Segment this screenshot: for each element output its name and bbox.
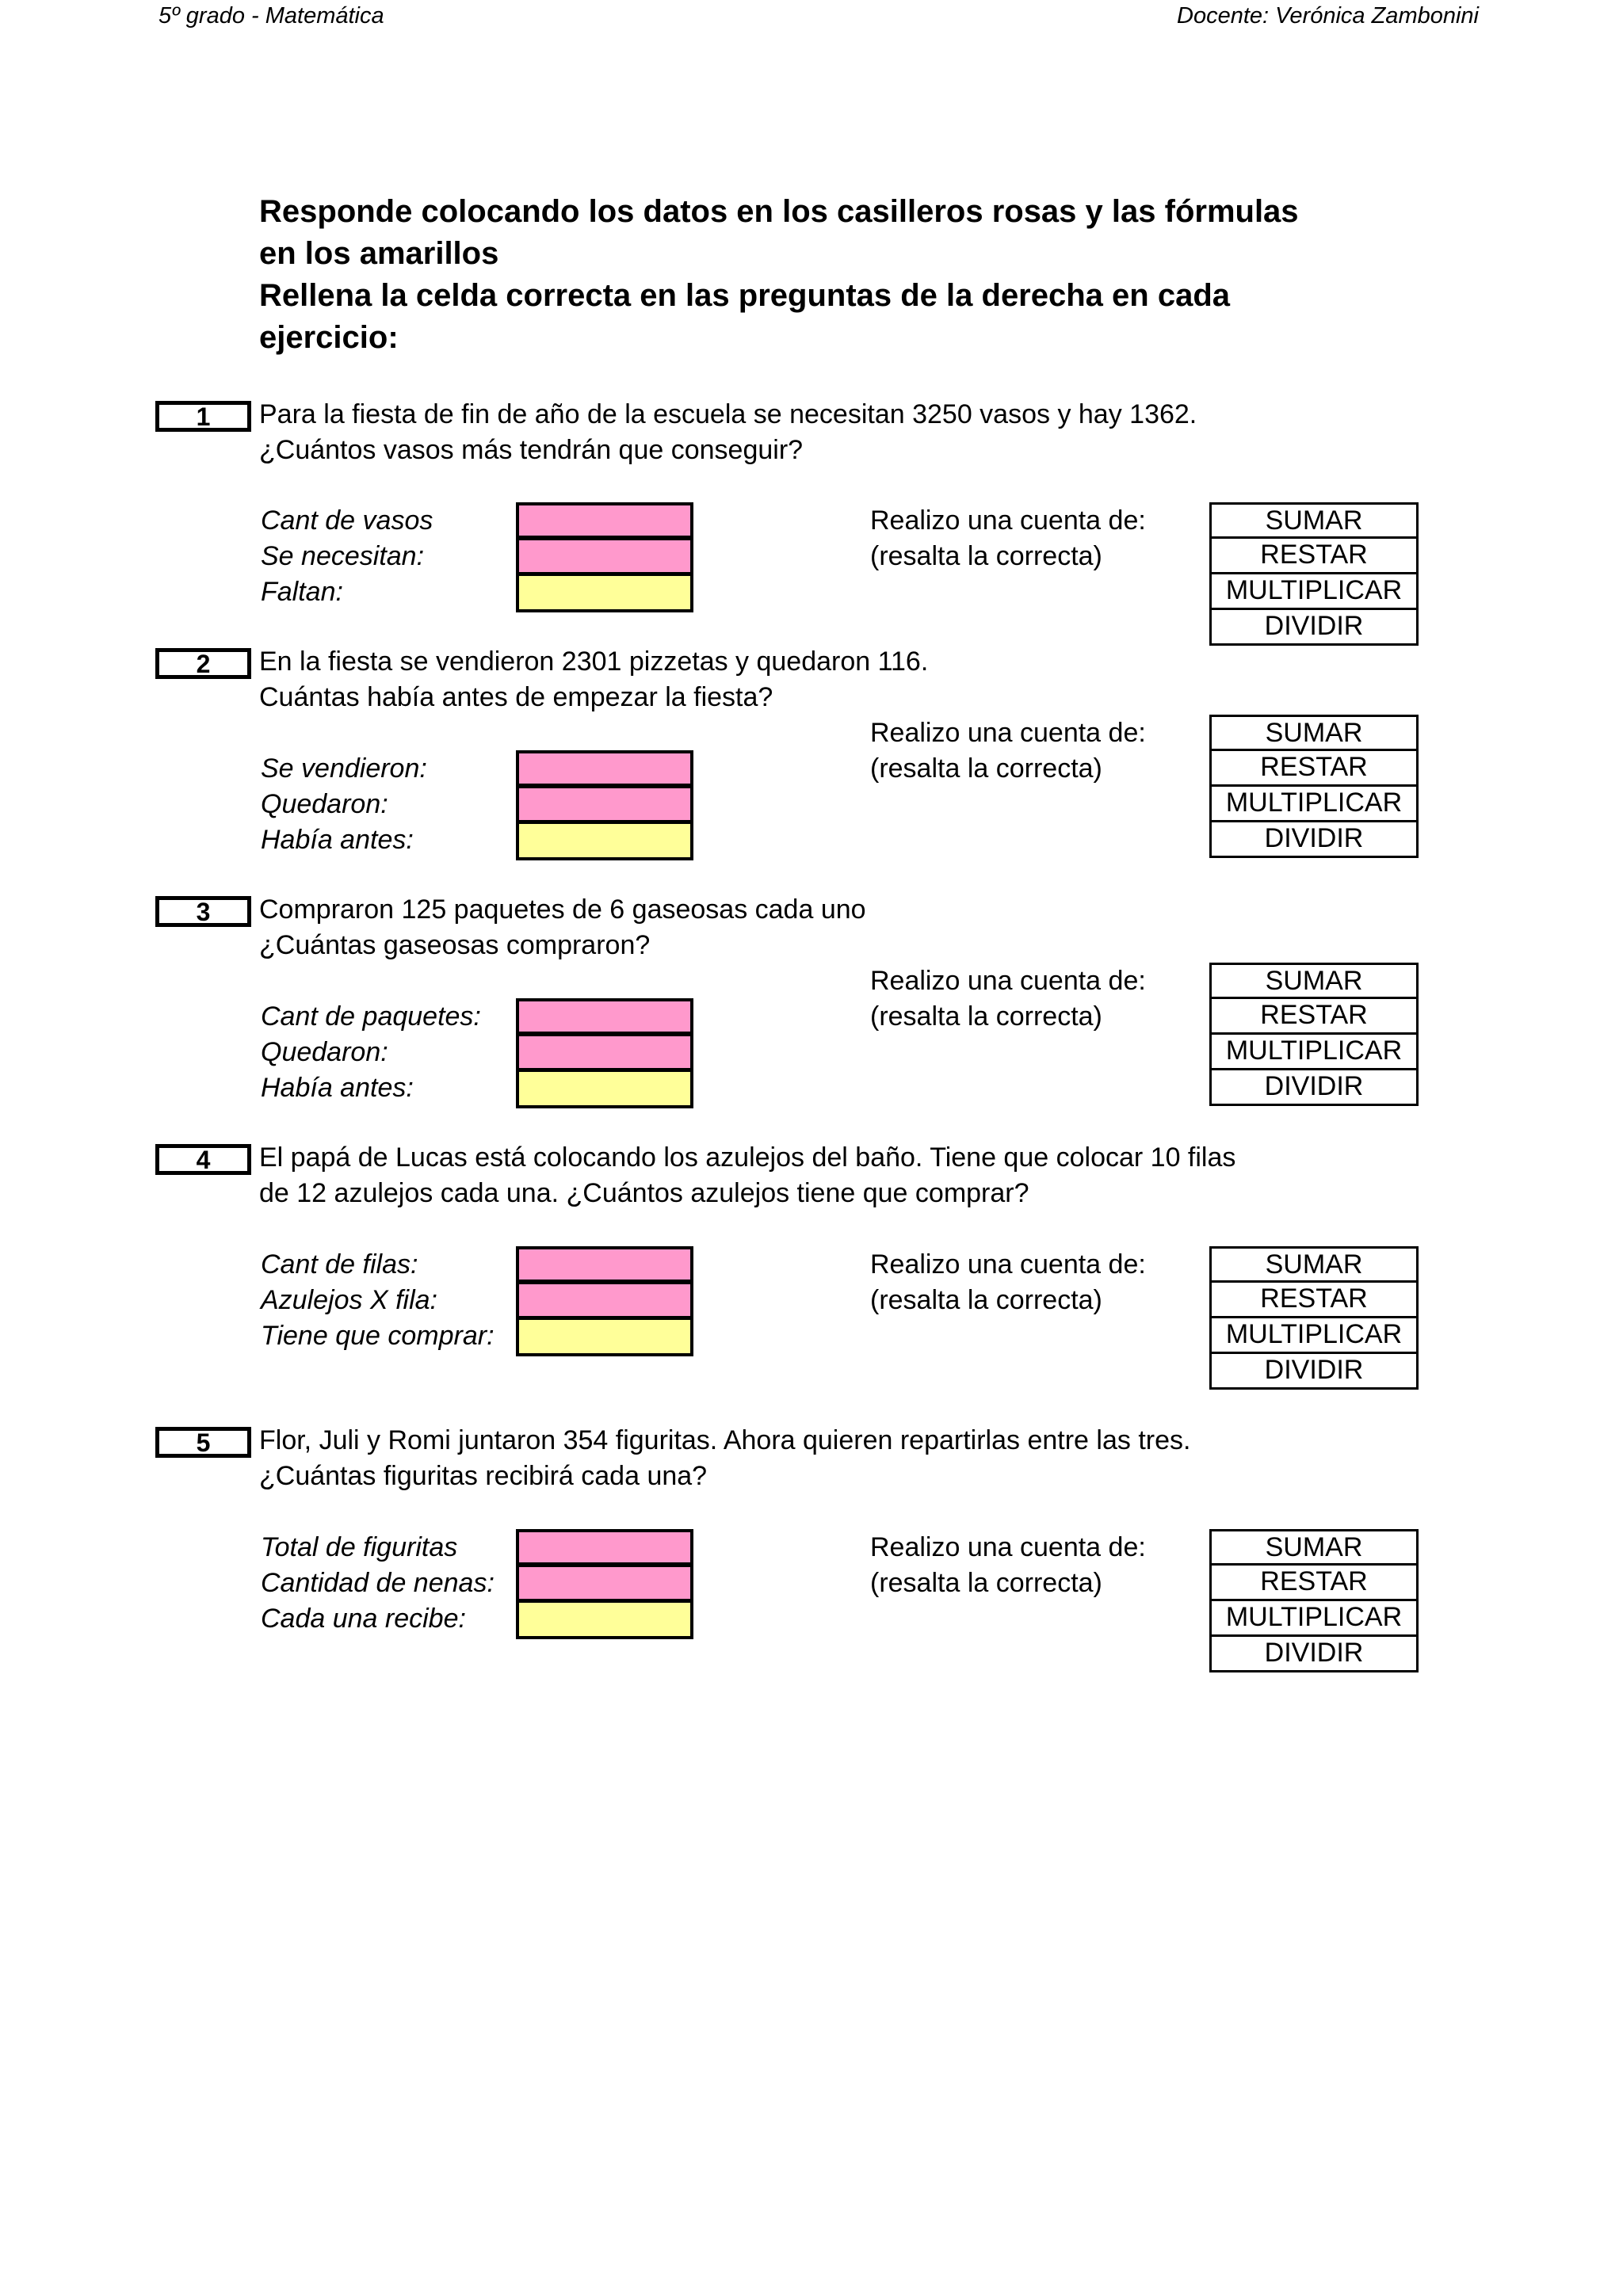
- data-label: Cant de vasos: [261, 505, 433, 536]
- option-restar[interactable]: RESTAR: [1209, 751, 1419, 787]
- exercise-number: 5: [155, 1427, 251, 1458]
- input-cell-pink[interactable]: [516, 1283, 693, 1319]
- input-cell-pink[interactable]: [516, 750, 693, 787]
- exercise-number: 4: [155, 1144, 251, 1175]
- option-sumar[interactable]: SUMAR: [1209, 502, 1419, 539]
- option-restar[interactable]: RESTAR: [1209, 999, 1419, 1035]
- data-label: Azulejos X fila:: [261, 1285, 437, 1315]
- exercise-text: ¿Cuántos vasos más tendrán que conseguir?: [259, 435, 804, 465]
- instruction-line: en los amarillos: [259, 236, 499, 271]
- question-prompt: Realizo una cuenta de:: [870, 1532, 1146, 1562]
- input-cell-pink[interactable]: [516, 1529, 693, 1566]
- exercise-text: ¿Cuántas gaseosas compraron?: [259, 930, 651, 960]
- option-dividir[interactable]: DIVIDIR: [1209, 1354, 1419, 1390]
- option-restar[interactable]: RESTAR: [1209, 539, 1419, 574]
- question-prompt: Realizo una cuenta de:: [870, 966, 1146, 996]
- exercise-number: 1: [155, 401, 251, 432]
- option-dividir[interactable]: DIVIDIR: [1209, 822, 1419, 858]
- formula-cell-yellow[interactable]: [516, 1601, 693, 1639]
- data-label: Se necesitan:: [261, 541, 425, 571]
- option-restar[interactable]: RESTAR: [1209, 1566, 1419, 1601]
- question-hint: (resalta la correcta): [870, 1568, 1102, 1598]
- header-teacher: Docente: Verónica Zambonini: [1177, 3, 1479, 29]
- option-multiplicar[interactable]: MULTIPLICAR: [1209, 1601, 1419, 1637]
- exercise-text: Compraron 125 paquetes de 6 gaseosas cada uno: [259, 894, 866, 925]
- data-label: Cant de filas:: [261, 1249, 418, 1280]
- formula-cell-yellow[interactable]: [516, 822, 693, 860]
- input-cell-pink[interactable]: [516, 787, 693, 823]
- exercise-text: Cuántas había antes de empezar la fiesta?: [259, 682, 773, 712]
- data-label: Cada una recibe:: [261, 1604, 466, 1634]
- question-hint: (resalta la correcta): [870, 541, 1102, 571]
- option-dividir[interactable]: DIVIDIR: [1209, 1070, 1419, 1106]
- option-multiplicar[interactable]: MULTIPLICAR: [1209, 1318, 1419, 1354]
- header-grade-subject: 5º grado - Matemática: [158, 3, 384, 29]
- data-label: Quedaron:: [261, 1037, 388, 1067]
- data-label: Faltan:: [261, 577, 343, 607]
- exercise-text: de 12 azulejos cada una. ¿Cuántos azulejos tiene que comprar?: [259, 1178, 1029, 1208]
- option-sumar[interactable]: SUMAR: [1209, 1246, 1419, 1283]
- option-sumar[interactable]: SUMAR: [1209, 963, 1419, 999]
- data-label: Había antes:: [261, 1073, 414, 1103]
- input-cell-pink[interactable]: [516, 502, 693, 539]
- option-restar[interactable]: RESTAR: [1209, 1283, 1419, 1318]
- instructions: [259, 191, 1392, 359]
- option-dividir[interactable]: DIVIDIR: [1209, 610, 1419, 646]
- question-prompt: Realizo una cuenta de:: [870, 1249, 1146, 1280]
- data-label: Quedaron:: [261, 789, 388, 819]
- data-label: Cantidad de nenas:: [261, 1568, 495, 1598]
- data-label: Cant de paquetes:: [261, 1001, 481, 1032]
- option-dividir[interactable]: DIVIDIR: [1209, 1637, 1419, 1672]
- exercise-text: En la fiesta se vendieron 2301 pizzetas y quedaron 116.: [259, 646, 929, 677]
- instruction-line: Rellena la celda correcta en las preguntas de la derecha en cada: [259, 278, 1230, 313]
- exercise-text: Flor, Juli y Romi juntaron 354 figuritas. Ahora quieren repartirlas entre las tres.: [259, 1425, 1191, 1455]
- question-prompt: Realizo una cuenta de:: [870, 505, 1146, 536]
- question-prompt: Realizo una cuenta de:: [870, 718, 1146, 748]
- data-label: Había antes:: [261, 825, 414, 855]
- formula-cell-yellow[interactable]: [516, 1070, 693, 1108]
- instruction-line: Responde colocando los datos en los casilleros rosas y las fórmulas: [259, 194, 1299, 229]
- exercise-number: 2: [155, 648, 251, 679]
- option-sumar[interactable]: SUMAR: [1209, 1529, 1419, 1566]
- option-sumar[interactable]: SUMAR: [1209, 715, 1419, 751]
- data-label: Se vendieron:: [261, 753, 427, 784]
- data-label: Total de figuritas: [261, 1532, 458, 1562]
- option-multiplicar[interactable]: MULTIPLICAR: [1209, 574, 1419, 610]
- input-cell-pink[interactable]: [516, 539, 693, 575]
- formula-cell-yellow[interactable]: [516, 1318, 693, 1356]
- exercise-text: ¿Cuántas figuritas recibirá cada una?: [259, 1461, 708, 1491]
- exercise-text: Para la fiesta de fin de año de la escuela se necesitan 3250 vasos y hay 1362.: [259, 399, 1197, 429]
- input-cell-pink[interactable]: [516, 1246, 693, 1283]
- exercise-number: 3: [155, 896, 251, 927]
- formula-cell-yellow[interactable]: [516, 574, 693, 612]
- question-hint: (resalta la correcta): [870, 1001, 1102, 1032]
- input-cell-pink[interactable]: [516, 1035, 693, 1071]
- instruction-line: ejercicio:: [259, 320, 399, 355]
- option-multiplicar[interactable]: MULTIPLICAR: [1209, 1035, 1419, 1070]
- input-cell-pink[interactable]: [516, 1566, 693, 1602]
- question-hint: (resalta la correcta): [870, 753, 1102, 784]
- input-cell-pink[interactable]: [516, 998, 693, 1035]
- exercise-text: El papá de Lucas está colocando los azulejos del baño. Tiene que colocar 10 filas: [259, 1142, 1236, 1173]
- option-multiplicar[interactable]: MULTIPLICAR: [1209, 787, 1419, 822]
- question-hint: (resalta la correcta): [870, 1285, 1102, 1315]
- data-label: Tiene que comprar:: [261, 1321, 495, 1351]
